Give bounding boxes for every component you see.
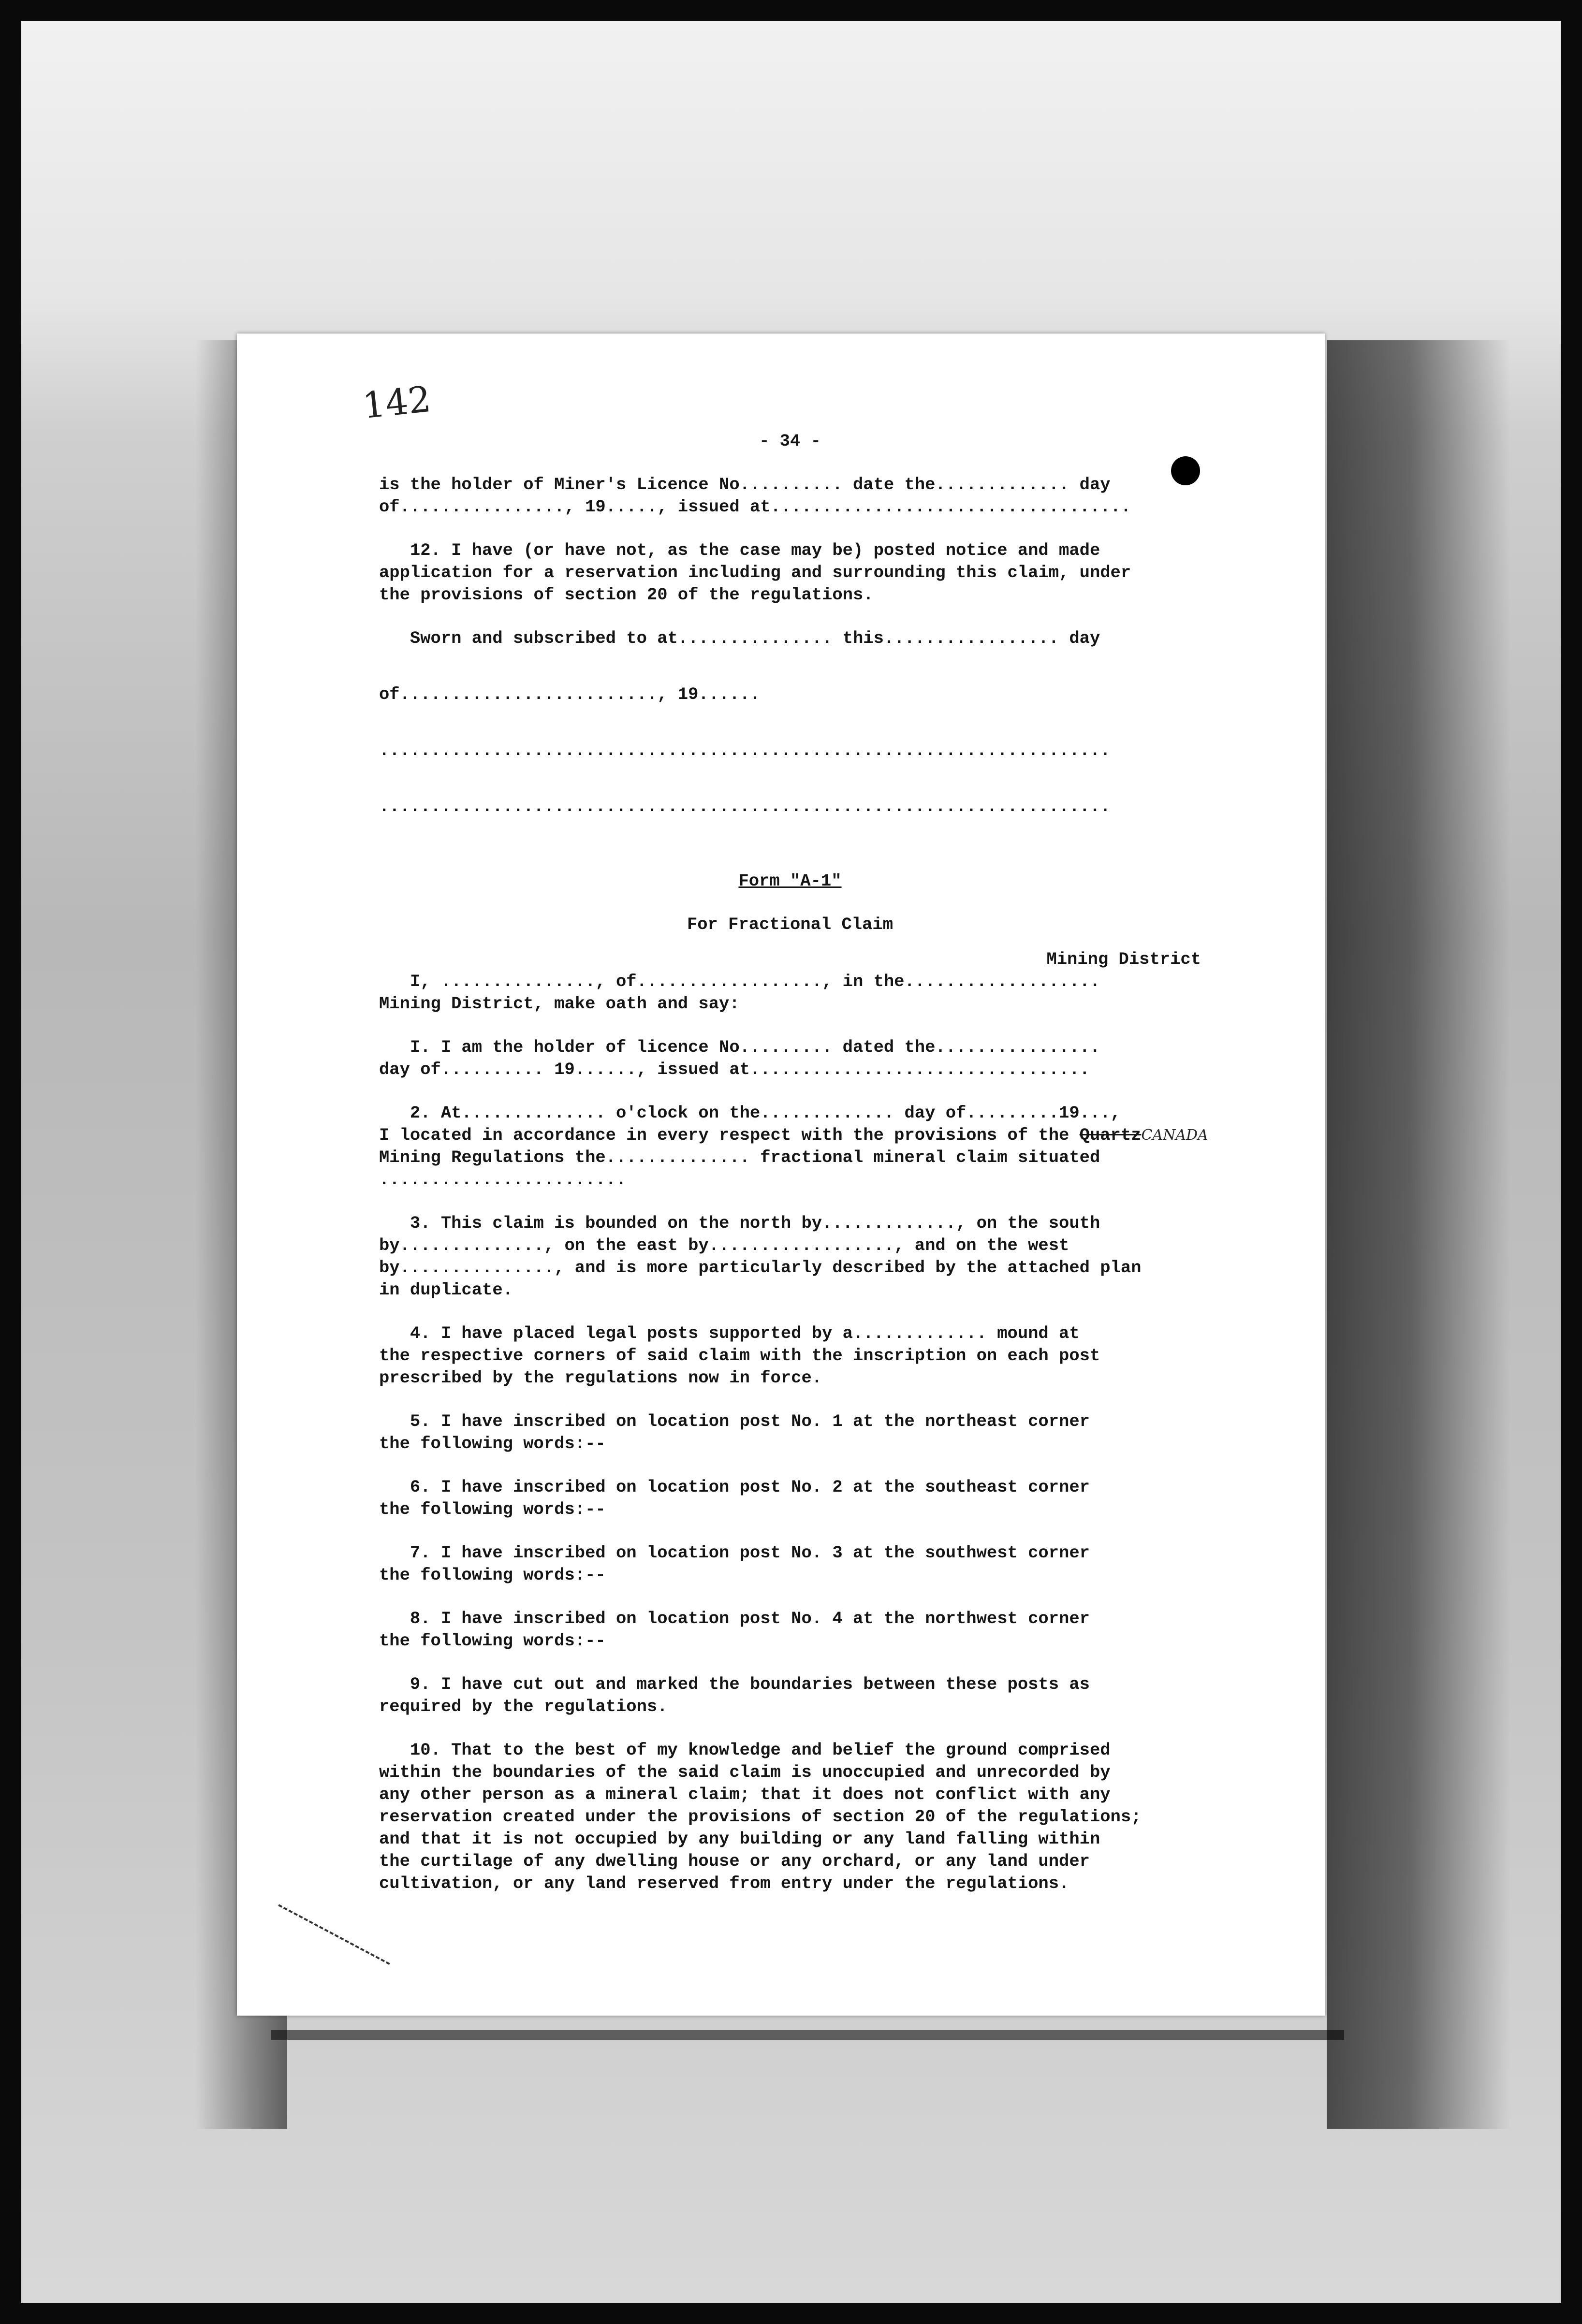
para3-line-1: 3. This claim is bounded on the north by............., on the south — [379, 1213, 1100, 1233]
form-subtitle: For Fractional Claim — [687, 915, 894, 934]
para1-line-2: day of.......... 19......, issued at................................. — [379, 1060, 1090, 1079]
para12-line-3: the provisions of section 20 of the regulations. — [379, 585, 874, 605]
para10-line-5: and that it is not occupied by any building or any land falling within — [379, 1829, 1100, 1849]
para10-line-3: any other person as a mineral claim; that it does not conflict with any — [379, 1785, 1111, 1804]
para6-line-1: 6. I have inscribed on location post No. 2 at the southeast corner — [379, 1477, 1090, 1497]
para7-line-2: the following words:-- — [379, 1565, 606, 1585]
handwritten-page-mark: 142 — [360, 378, 433, 427]
para9-line-1: 9. I have cut out and marked the boundaries between these posts as — [379, 1674, 1090, 1694]
sworn-line: Sworn and subscribed to at............... this................. day — [379, 628, 1100, 648]
para10-line-7: cultivation, or any land reserved from entry under the regulations. — [379, 1874, 1069, 1893]
para10-line-2: within the boundaries of the said claim is unoccupied and unrecorded by — [379, 1762, 1111, 1782]
para12-line-1: 12. I have (or have not, as the case may be) posted notice and made — [379, 540, 1100, 560]
para2-line-3: Mining Regulations the.............. fractional mineral claim situated — [379, 1147, 1100, 1167]
para4-line-2: the respective corners of said claim with the inscription on each post — [379, 1346, 1100, 1365]
handwritten-correction: CANADA — [1141, 1127, 1208, 1144]
para8-line-2: the following words:-- — [379, 1631, 606, 1651]
page-number: - 34 - — [759, 431, 821, 451]
licence-line-2: of................, 19....., issued at................................... — [379, 497, 1131, 517]
para4-line-1: 4. I have placed legal posts supported by a............. mound at — [379, 1323, 1080, 1343]
mining-district-heading: Mining District — [1046, 949, 1201, 969]
para7-line-1: 7. I have inscribed on location post No. 3 at the southwest corner — [379, 1543, 1090, 1563]
sheet-bottom-shadow — [271, 2030, 1344, 2040]
para3-line-2: by.............., on the east by.................., and on the west — [379, 1235, 1069, 1255]
para2-line-2 — [379, 1124, 1208, 1147]
para10-line-1: 10. That to the best of my knowledge and belief the ground comprised — [379, 1740, 1111, 1760]
para10-line-4: reservation created under the provisions of section 20 of the regulations; — [379, 1807, 1142, 1827]
intro-line-2: Mining District, make oath and say: — [379, 994, 740, 1014]
licence-line-1: is the holder of Miner's Licence No.......... date the............. day — [379, 475, 1111, 494]
sworn-of-line: of........................., 19...... — [379, 684, 761, 704]
intro-line-1: I, ..............., of.................., in the................... — [379, 972, 1100, 991]
para5-line-2: the following words:-- — [379, 1434, 606, 1453]
para9-line-2: required by the regulations. — [379, 1697, 668, 1716]
signature-dotted-line-2: ....................................................................... — [379, 797, 1111, 816]
struck-word-quartz: Quartz — [1079, 1125, 1142, 1145]
para2-line-1: 2. At.............. o'clock on the............. day of.........19..., — [379, 1103, 1121, 1123]
top-section — [379, 430, 1201, 818]
form-a1-section — [379, 870, 1208, 1895]
form-title: Form "A-1" — [738, 871, 842, 891]
para2-line-4: ........................ — [379, 1170, 627, 1190]
para3-line-4: in duplicate. — [379, 1280, 513, 1300]
para8-line-1: 8. I have inscribed on location post No. 4 at the northwest corner — [379, 1609, 1090, 1628]
para4-line-3: prescribed by the regulations now in force. — [379, 1368, 822, 1388]
sheet-shadow-right — [1327, 340, 1510, 2129]
para1-line-1: I. I am the holder of licence No......... dated the................ — [379, 1037, 1100, 1057]
para6-line-2: the following words:-- — [379, 1499, 606, 1519]
para2-line-2-text: I located in accordance in every respect with the provisions of the — [379, 1125, 1080, 1145]
signature-dotted-line-1: ....................................................................... — [379, 741, 1111, 760]
para12-line-2: application for a reservation including and surrounding this claim, under — [379, 563, 1131, 582]
para10-line-6: the curtilage of any dwelling house or any orchard, or any land under — [379, 1851, 1090, 1871]
para5-line-1: 5. I have inscribed on location post No. 1 at the northeast corner — [379, 1411, 1090, 1431]
para3-line-3: by..............., and is more particularly described by the attached plan — [379, 1258, 1142, 1278]
